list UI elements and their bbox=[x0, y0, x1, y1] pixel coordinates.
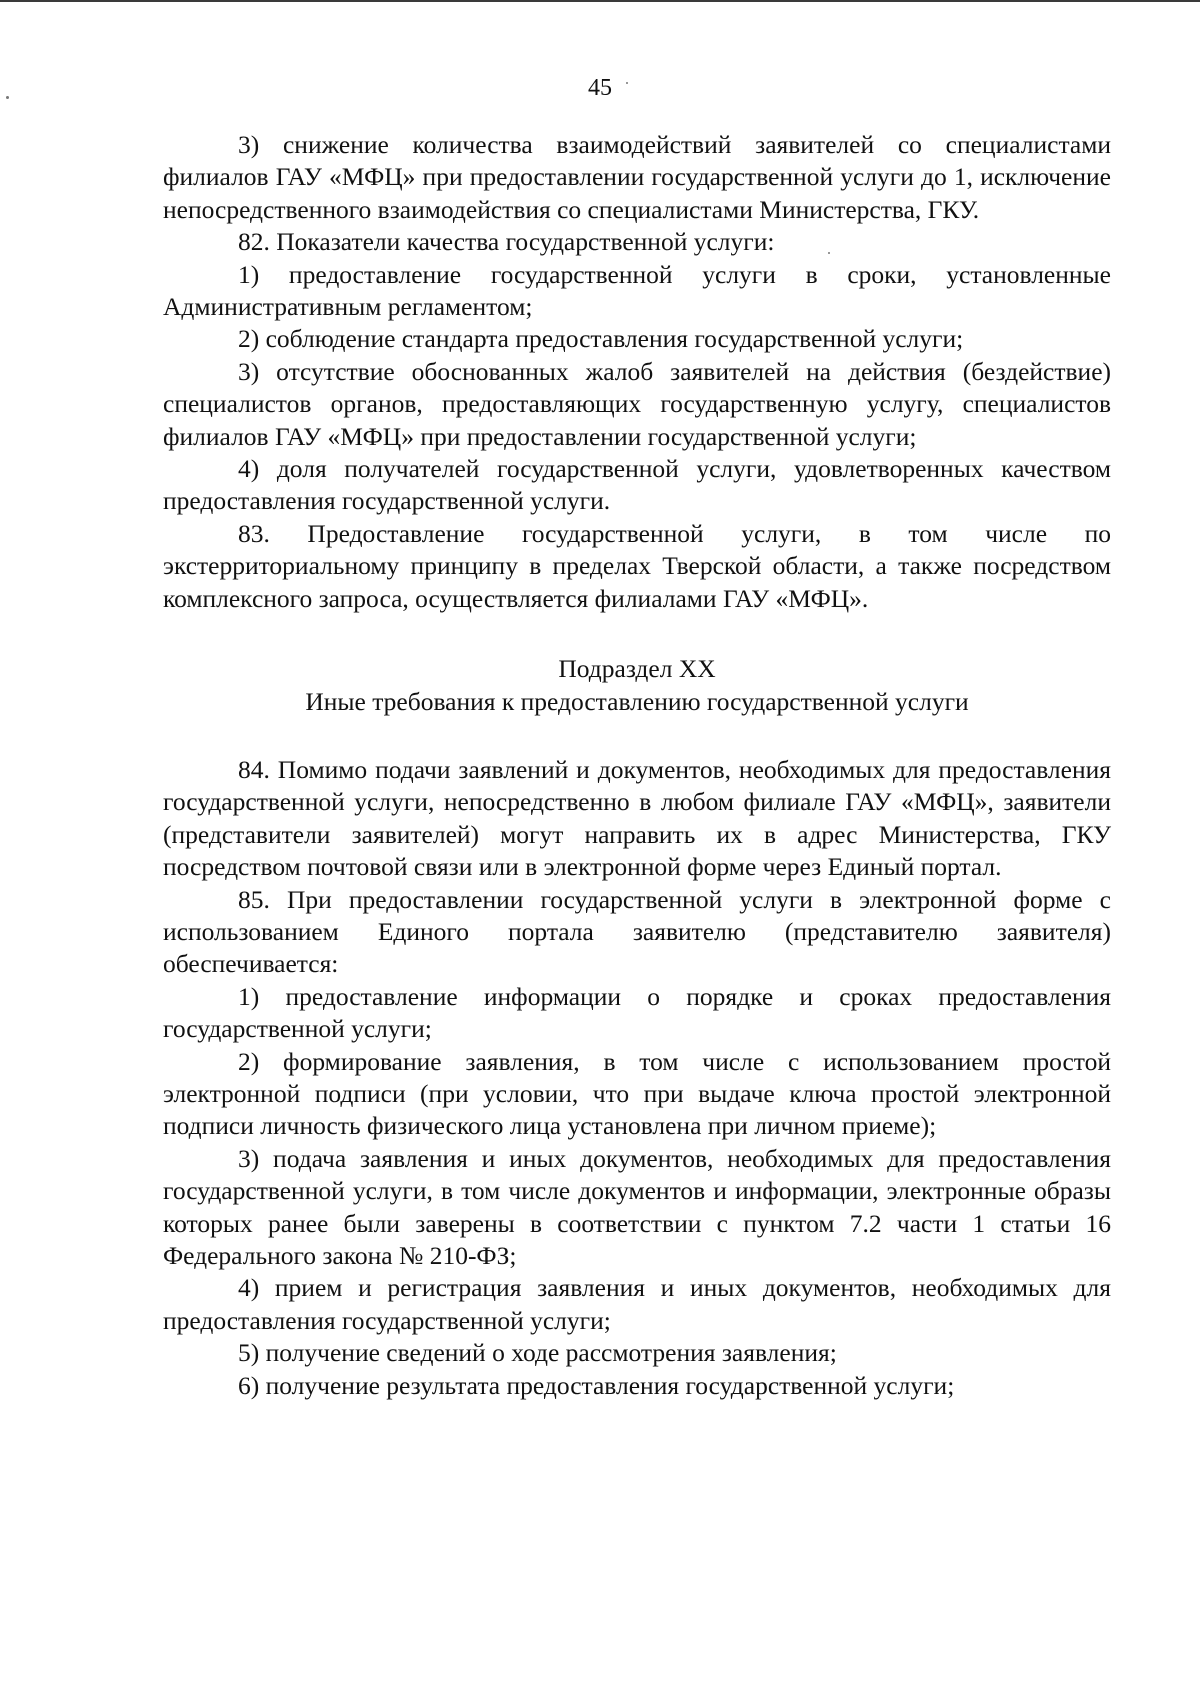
paragraph: 84. Помимо подачи заявлений и документов, необходимых для предоставления государственной услуги, непосредственно в любом филиале ГАУ «МФЦ», заявители (представители заявителей) могут направить их в адрес Министерства, ГКУ посредством почтовой связи или в электронной форме через Единый портал. bbox=[163, 754, 1111, 882]
paragraph: 2) соблюдение стандарта предоставления государственной услуги; bbox=[238, 324, 964, 354]
paragraph: 6) получение результата предоставления государственной услуги; bbox=[238, 1370, 955, 1400]
page-number: 45 bbox=[588, 75, 612, 101]
paragraph: 4) прием и регистрация заявления и иных документов, необходимых для предоставления государственной услуги; bbox=[163, 1273, 1111, 1335]
paragraph: 5) получение сведений о ходе рассмотрения заявления; bbox=[238, 1338, 837, 1368]
scan-top-edge bbox=[0, 0, 1200, 2]
paragraph: 83. Предоставление государственной услуги, в том числе по экстерриториальному принципу в пределах Тверской области, а также посредством комплексного запроса, осуществляется филиалами ГАУ «МФЦ». bbox=[163, 518, 1111, 613]
paragraph: 2) формирование заявления, в том числе с использованием простой электронной подписи (при условии, что при выдаче ключа простой электронной подписи личность физического лица установлена при личном приеме); bbox=[163, 1046, 1111, 1141]
paragraph: 3) отсутствие обоснованных жалоб заявителей на действия (бездействие) специалистов органов, предоставляющих государственную услугу, специалистов филиалов ГАУ «МФЦ» при предоставлении государственной услуги; bbox=[163, 356, 1111, 451]
paragraph: 85. При предоставлении государственной услуги в электронной форме с использованием Единого портала заявителю (представителю заявителя) обеспечивается: bbox=[163, 884, 1111, 979]
paragraph: 3) снижение количества взаимодействий заявителей со специалистами филиалов ГАУ «МФЦ» при предоставлении государственной услуги до 1, исключение непосредственного взаимодействия со специалистами Министерства, ГКУ. bbox=[163, 130, 1111, 224]
document-body bbox=[163, 129, 1111, 1402]
paragraph: 4) доля получателей государственной услуги, удовлетворенных качеством предоставления государственной услуги. bbox=[163, 454, 1111, 516]
section-number: Подраздел XX bbox=[558, 654, 716, 684]
paragraph: 1) предоставление государственной услуги в сроки, установленные Административным регламентом; bbox=[163, 259, 1111, 322]
section-title: Иные требования к предоставлению государственной услуги bbox=[305, 686, 969, 716]
paragraph: 1) предоставление информации о порядке и сроках предоставления государственной услуги; bbox=[163, 981, 1111, 1044]
paragraph: 3) подача заявления и иных документов, необходимых для предоставления государственной услуги, в том числе документов и информации, электронные образы которых ранее были заверены в соответствии с пунктом 7.2 части 1 статьи 16 Федерального закона № 210-ФЗ; bbox=[163, 1143, 1111, 1270]
paragraph: 82. Показатели качества государственной услуги: bbox=[238, 227, 775, 257]
